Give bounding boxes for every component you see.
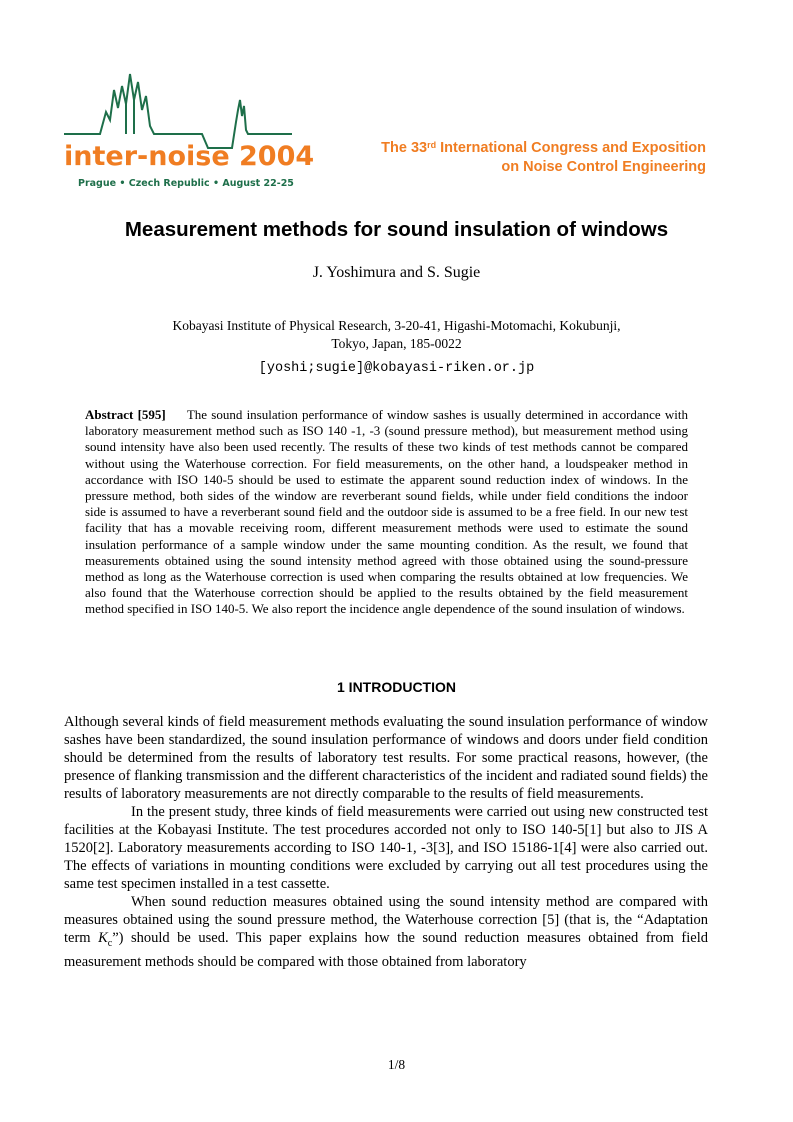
paper-authors: J. Yoshimura and S. Sugie [312, 264, 481, 281]
section-heading-introduction: 1 INTRODUCTION [337, 679, 456, 695]
introduction-body [64, 713, 708, 971]
paragraph-3 [64, 893, 708, 971]
abstract [85, 407, 688, 618]
congress-header [381, 139, 706, 177]
paper-title: Measurement methods for sound insulation of windows [124, 218, 669, 241]
congress-ordinal-suffix: rd [427, 140, 437, 150]
congress-line-1 [381, 139, 706, 158]
paragraph-3-pre: When sound reduction measures obtained using the sound intensity method are compared with measures obtained using the sound pressure method, the Waterhouse correction [5] (that is, the “Adaptation term [64, 894, 708, 946]
abstract-label: Abstract [595] [85, 407, 166, 422]
paragraph-2: In the present study, three kinds of field measurements were carried out using new constructed test facilities at the Kobayasi Institute. The test procedures accorded not only to ISO 140-5[1] but also to JIS A 1520[2]. Laboratory measurements according to ISO 140-1, -3[3], and ISO 15186-1[4] were also carried out. The effects of variations in mounting conditions were excluded by carrying out all test procedures using the same test specimen installed in a test cassette. [64, 804, 708, 892]
affiliation-line-1: Kobayasi Institute of Physical Research, 3-20-41, Higashi-Motomachi, Kokubunji, [172, 318, 621, 333]
skyline-graphic [62, 70, 294, 194]
author-affiliation [0, 317, 793, 353]
congress-line-1-pre: The 33 [381, 140, 428, 156]
adaptation-term-subscript: c [107, 937, 113, 949]
logo-wordmark: inter-noise 2004 [64, 141, 315, 172]
logo-tagline: Prague • Czech Republic • August 22-25 [78, 178, 294, 189]
page-number: 1/8 [387, 1057, 406, 1072]
paragraph-3-post: ”) should be used. This paper explains how the sound reduction measures obtained from field measurement methods should be compared with those obtained from laboratory [64, 930, 708, 970]
conference-logo [62, 70, 315, 194]
abstract-text: The sound insulation performance of window sashes is usually determined in accordance with laboratory measurement method such as ISO 140 -1, -3 (sound pressure method), but measurement method using sound intensity have also been used recently. The results of these two kinds of test methods cannot be compared without using the Waterhouse correction. For field measurements, on the other hand, a loudspeaker method in accordance with ISO 140-5 should be used to estimate the apparent sound reduction index of windows. In the pressure method, both sides of the window are reverberant sound fields, while under field conditions the indoor side is assumed to have a reverberant sound field and the outdoor side is assumed to be a free field. In our new test facility that has a movable receiving room, different measurement methods were used to estimate the sound insulation performance of a sample window under the same mounting condition. As the result, we found that measurements obtained using the sound intensity method agreed with those obtained using the sound-pressure method as long as the Waterhouse correction is used when comparing the results obtained at low frequencies. We also found that the Waterhouse correction should be applied to the results obtained by the field measurement method specified in ISO 140-5. We also report the incidence angle dependence of the sound insulation of windows. [85, 407, 689, 617]
paragraph-1: Although several kinds of field measurement methods evaluating the sound insulation performance of window sashes have been standardized, the sound insulation performance of windows and doors under field condition should be determined from the results of laboratory test results. For some practical reasons, however, (the presence of flanking transmission and the different characteristics of the incident and radiated sound fields) the results of laboratory measurements are not directly comparable to the results of field measurements. [64, 714, 708, 802]
congress-line-1-post: International Congress and Exposition [436, 140, 706, 156]
author-email: [yoshi;sugie]@kobayasi-riken.or.jp [258, 361, 535, 376]
congress-line-2: on Noise Control Engineering [501, 159, 706, 175]
adaptation-term-symbol: K [98, 930, 108, 946]
affiliation-line-2: Tokyo, Japan, 185-0022 [331, 336, 462, 351]
